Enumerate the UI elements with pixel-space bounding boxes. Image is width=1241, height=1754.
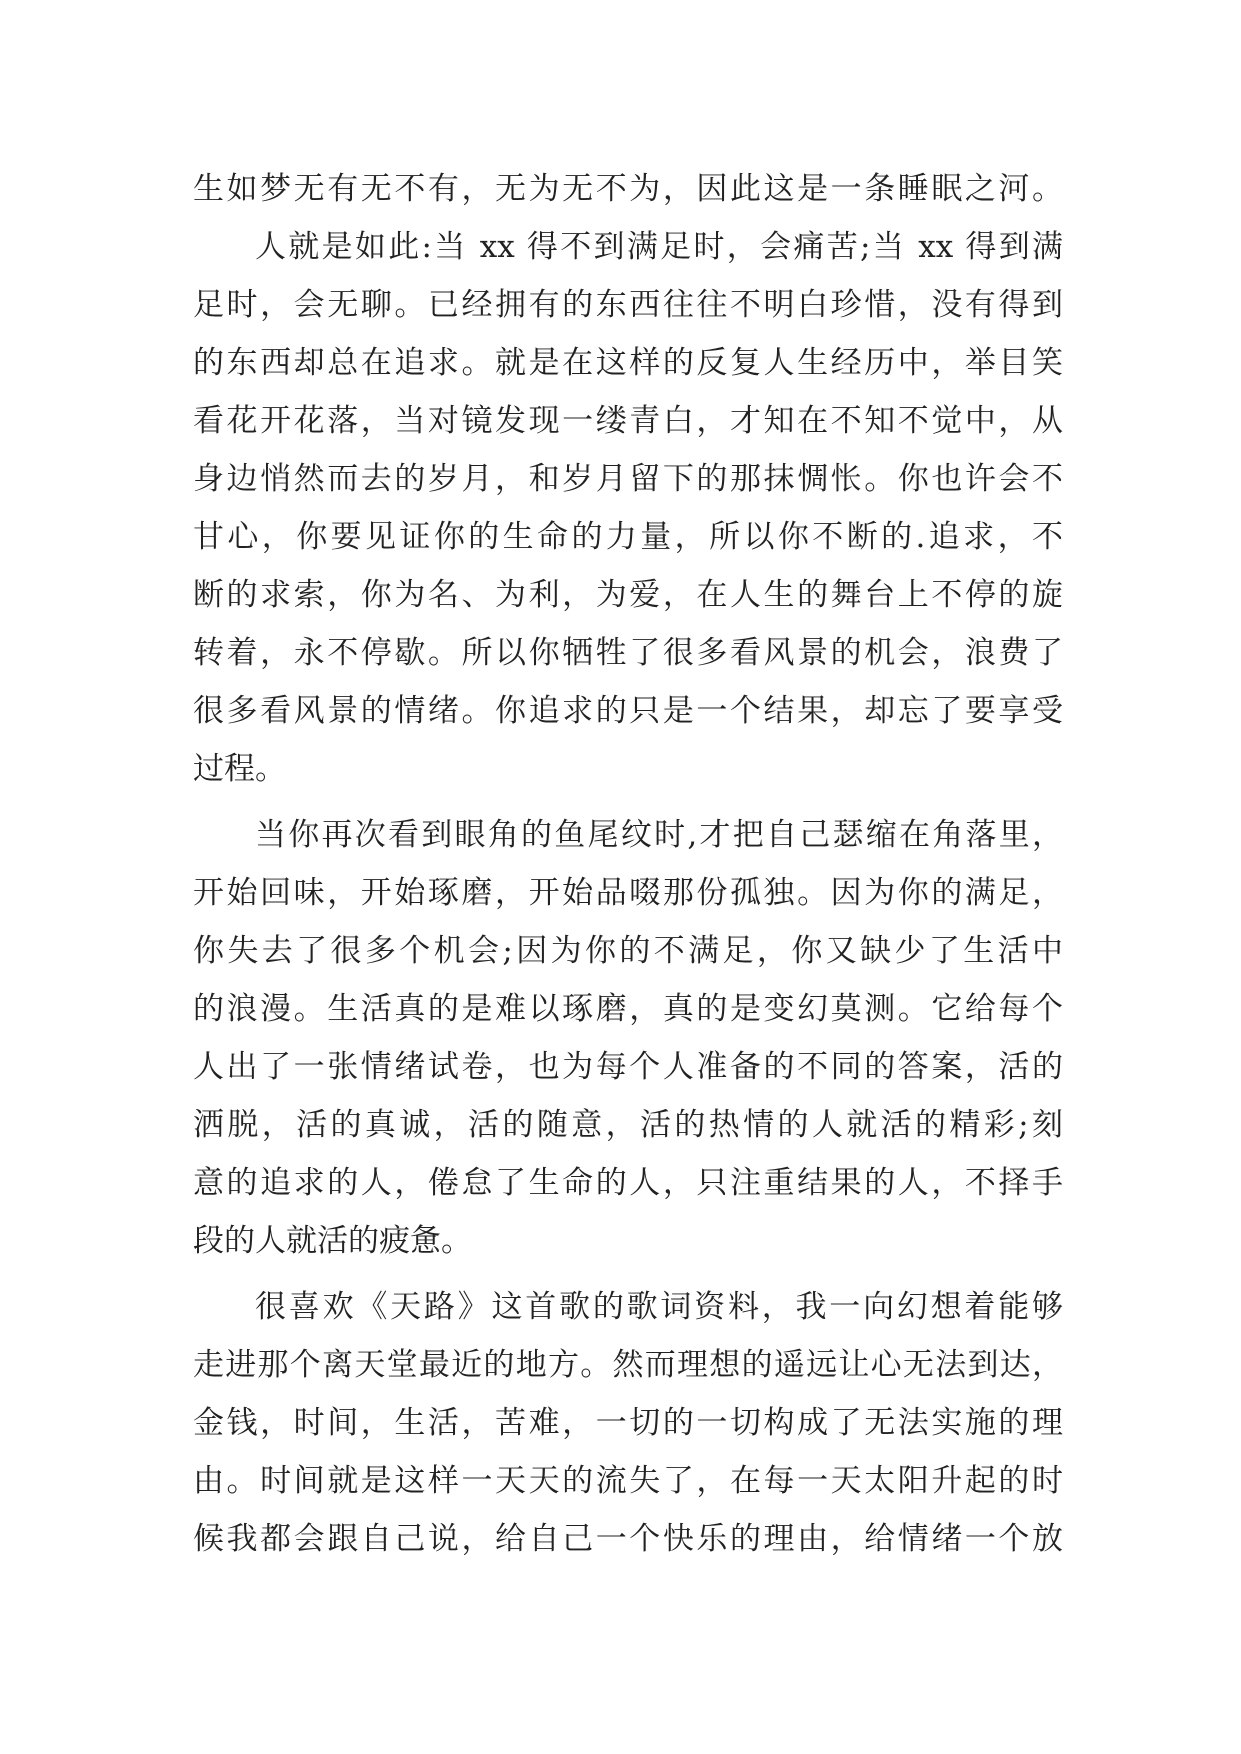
paragraph: [193, 218, 1063, 798]
text-line: 的东西却总在追求。就是在这样的反复人生经历中，举目笑: [193, 345, 1063, 381]
paragraph-spacer: [193, 1270, 1063, 1278]
text-line: 甘心，你要见证你的生命的力量，所以你不断的.追求，不: [193, 519, 1063, 555]
text-line: 人出了一张情绪试卷，也为每个人准备的不同的答案，活的: [193, 1049, 1063, 1085]
paragraph-spacer: [193, 798, 1063, 806]
paragraph: [193, 160, 1063, 218]
text-line: 很多看风景的情绪。你追求的只是一个结果，却忘了要享受: [193, 693, 1063, 729]
text-line: 过程。: [193, 751, 286, 787]
text-line: 由。时间就是这样一天天的流失了，在每一天太阳升起的时: [193, 1463, 1063, 1499]
paragraph: [193, 1278, 1063, 1568]
text-line: 的浪漫。生活真的是难以琢磨，真的是变幻莫测。它给每个: [193, 991, 1063, 1027]
text-line: 断的求索，你为名、为利，为爱，在人生的舞台上不停的旋: [193, 577, 1063, 613]
text-line: 走进那个离天堂最近的地方。然而理想的遥远让心无法到达，: [193, 1347, 1063, 1383]
text-line: 很喜欢《天路》这首歌的歌词资料，我一向幻想着能够: [255, 1289, 1063, 1325]
text-line: 转着，永不停歇。所以你牺牲了很多看风景的机会，浪费了: [193, 635, 1063, 671]
text-line: 你失去了很多个机会;因为你的不满足，你又缺少了生活中: [193, 933, 1063, 969]
paragraph: [193, 806, 1063, 1270]
document-body: [193, 160, 1063, 1568]
text-line: 人就是如此:当 xx 得不到满足时，会痛苦;当 xx 得到满: [255, 229, 1063, 265]
text-line: 意的追求的人，倦怠了生命的人，只注重结果的人，不择手: [193, 1165, 1063, 1201]
text-line: 洒脱，活的真诚，活的随意，活的热情的人就活的精彩;刻: [193, 1107, 1063, 1143]
text-line: 候我都会跟自己说，给自己一个快乐的理由，给情绪一个放: [193, 1521, 1063, 1557]
text-line: 开始回味，开始琢磨，开始品啜那份孤独。因为你的满足，: [193, 875, 1063, 911]
text-line: 生如梦无有无不有，无为无不为，因此这是一条睡眠之河。: [193, 171, 1063, 207]
text-line: 金钱，时间，生活，苦难，一切的一切构成了无法实施的理: [193, 1405, 1063, 1441]
text-line: 当你再次看到眼角的鱼尾纹时,才把自己瑟缩在角落里，: [255, 817, 1063, 853]
text-line: 看花开花落，当对镜发现一缕青白，才知在不知不觉中，从: [193, 403, 1063, 439]
text-line: 足时，会无聊。已经拥有的东西往往不明白珍惜，没有得到: [193, 287, 1063, 323]
text-line: 身边悄然而去的岁月，和岁月留下的那抹惆怅。你也许会不: [193, 461, 1063, 497]
text-line: 段的人就活的疲惫。: [193, 1223, 472, 1259]
